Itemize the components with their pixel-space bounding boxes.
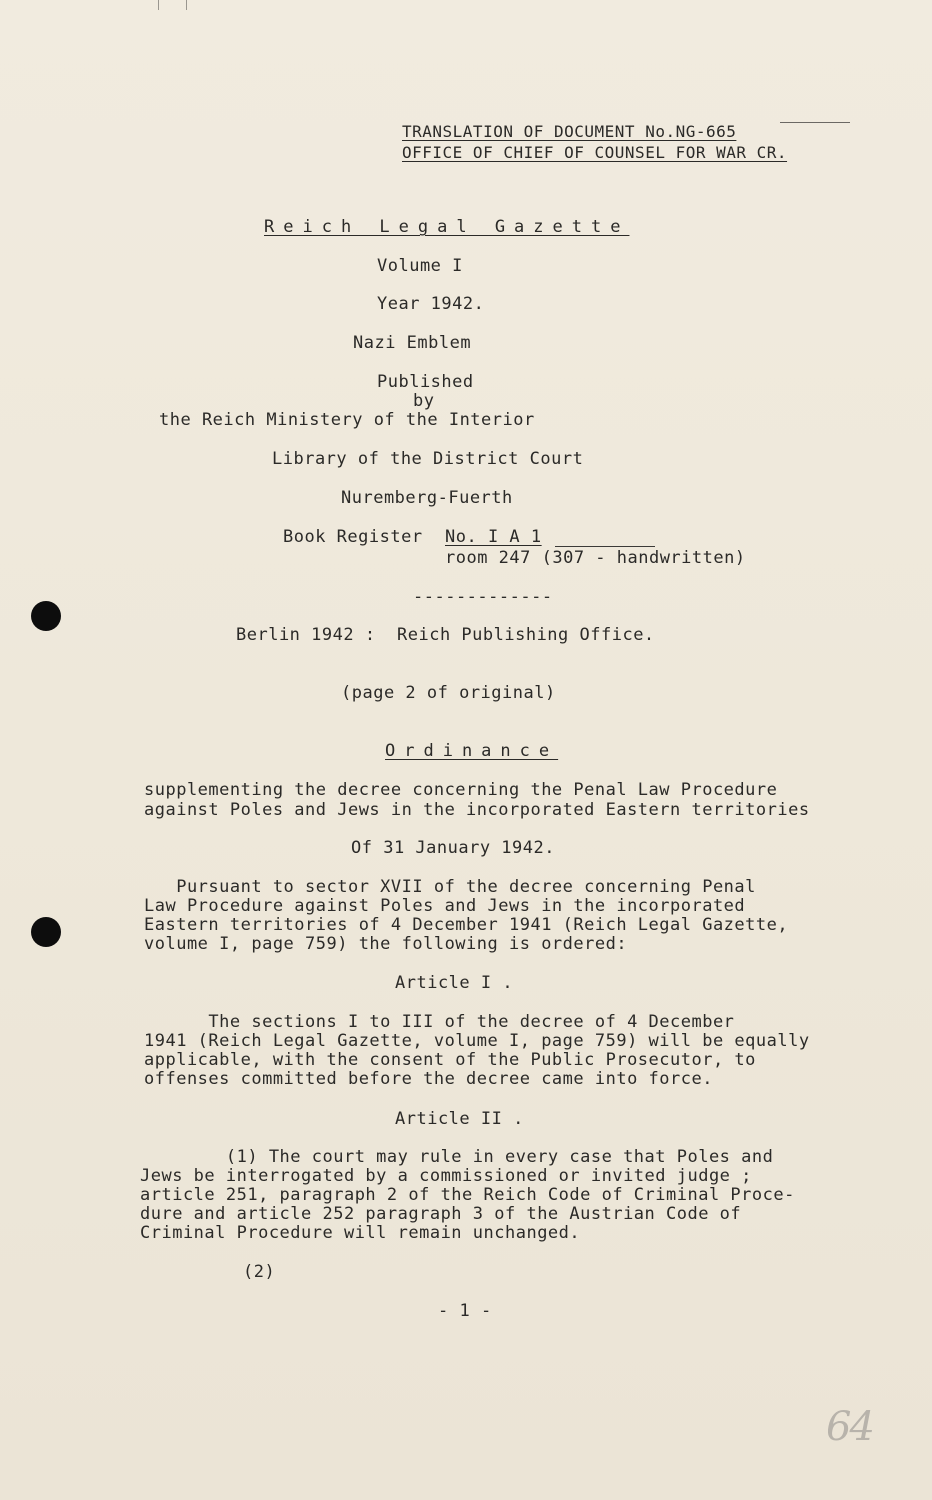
article-2-next-paragraph: (2) [243,1262,276,1282]
page-note: (page 2 of original) [341,683,556,703]
ministry-line: the Reich Ministery of the Interior [159,410,535,430]
emblem-line: Nazi Emblem [353,333,472,353]
library-line: Library of the District Court [272,449,584,469]
article-2-text: dure and article 252 paragraph 3 of the Austrian Code of [140,1204,742,1224]
room-line: room 247 (307 - handwritten) [445,548,746,568]
preamble-text: Eastern territories of 4 December 1941 (Reich Legal Gazette, [144,915,789,935]
preamble-text: Pursuant to sector XVII of the decree concerning Penal [144,877,756,897]
published-line: Published [377,372,474,392]
punch-hole [31,917,61,947]
article-2-text: article 251, paragraph 2 of the Reich Code of Criminal Proce- [140,1185,795,1205]
punch-hole [31,601,61,631]
article-1-heading: Article I . [395,973,514,993]
ordinance-heading: Ordinance [385,741,559,761]
volume-line: Volume I [377,256,463,276]
city-line: Nuremberg-Fuerth [341,488,513,508]
by-line: by [413,391,435,411]
ordinance-subtitle: against Poles and Jews in the incorporated Eastern territories [144,800,810,820]
article-1-text: applicable, with the consent of the Public Prosecutor, to [144,1050,756,1070]
publisher-line: Berlin 1942 : Reich Publishing Office. [236,625,655,645]
preamble-text: Law Procedure against Poles and Jews in the incorporated [144,896,746,916]
article-2-text: (1) The court may rule in every case that Poles and [140,1147,774,1167]
translation-header: TRANSLATION OF DOCUMENT No.NG-665 [402,122,737,141]
article-1-text: The sections I to III of the decree of 4 December [144,1012,735,1032]
article-1-text: 1941 (Reich Legal Gazette, volume I, page 759) will be equally [144,1031,810,1051]
book-register-label: Book Register [283,527,423,547]
preamble-text: volume I, page 759) the following is ordered: [144,934,628,954]
separator-line: ------------- [413,587,553,607]
year-line: Year 1942. [377,294,485,314]
page-number: - 1 - [438,1301,492,1321]
scan-mark [186,0,187,10]
header-rule [780,122,850,123]
register-rule [555,546,655,547]
ordinance-date: Of 31 January 1942. [351,838,555,858]
register-number: No. I A 1 [445,527,542,547]
article-2-heading: Article II . [395,1109,524,1129]
article-2-text: Jews be interrogated by a commissioned or invited judge ; [140,1166,752,1186]
ordinance-subtitle: supplementing the decree concerning the Penal Law Procedure [144,780,778,800]
article-2-text: Criminal Procedure will remain unchanged. [140,1223,581,1243]
gazette-title: Reich Legal Gazette [264,217,630,237]
article-1-text: offenses committed before the decree came into force. [144,1069,713,1089]
scan-mark [158,0,159,10]
office-header: OFFICE OF CHIEF OF COUNSEL FOR WAR CR. [402,143,788,162]
handwritten-page-number: 64 [826,1404,873,1450]
